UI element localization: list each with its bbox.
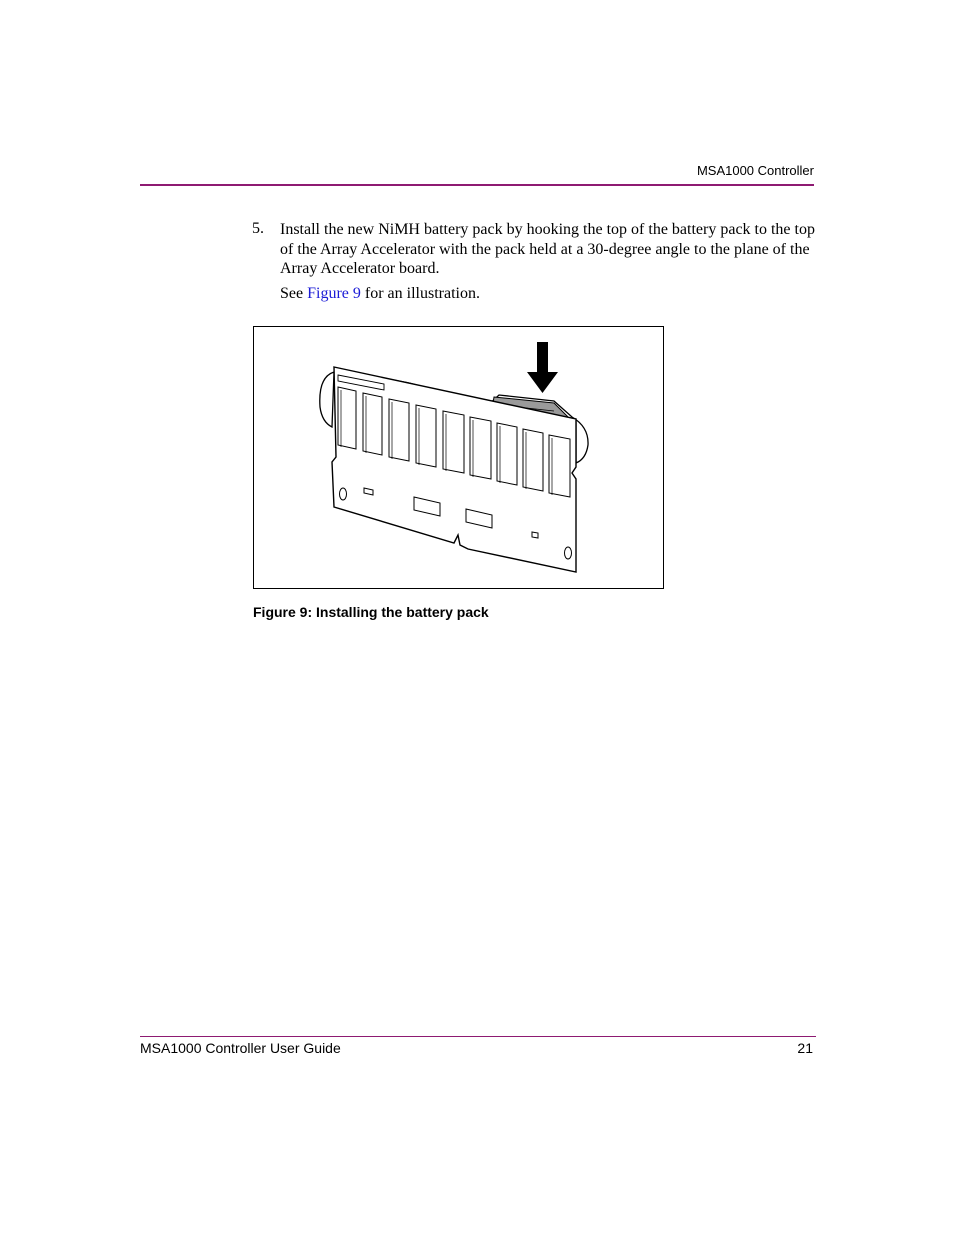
down-arrow-icon — [527, 342, 558, 393]
small-component-2 — [532, 532, 538, 538]
battery-pack-illustration — [254, 327, 663, 588]
figure-caption: Figure 9: Installing the battery pack — [253, 604, 489, 620]
figure-frame — [253, 326, 664, 589]
step-number: 5. — [252, 220, 264, 237]
step-text: Install the new NiMH battery pack by hooking the top of the battery pack to the top of the Array Accelerator with the pack held at a 30-degree angle to the plane of the Array Accelerator board. — [280, 221, 815, 277]
battery-pack-left-edge — [320, 372, 334, 427]
mounting-hole-right — [565, 547, 572, 559]
footer-guide-title: MSA1000 Controller User Guide — [140, 1040, 341, 1056]
running-header: MSA1000 Controller — [696, 163, 814, 178]
page-number: 21 — [797, 1040, 813, 1056]
see-figure-line — [280, 285, 480, 303]
mounting-hole-left — [340, 488, 347, 500]
see-suffix: for an illustration. — [360, 285, 480, 302]
figure-link[interactable]: Figure 9 — [307, 285, 361, 302]
see-prefix: See — [280, 285, 308, 302]
header-rule — [140, 184, 814, 186]
footer-rule — [140, 1036, 816, 1037]
